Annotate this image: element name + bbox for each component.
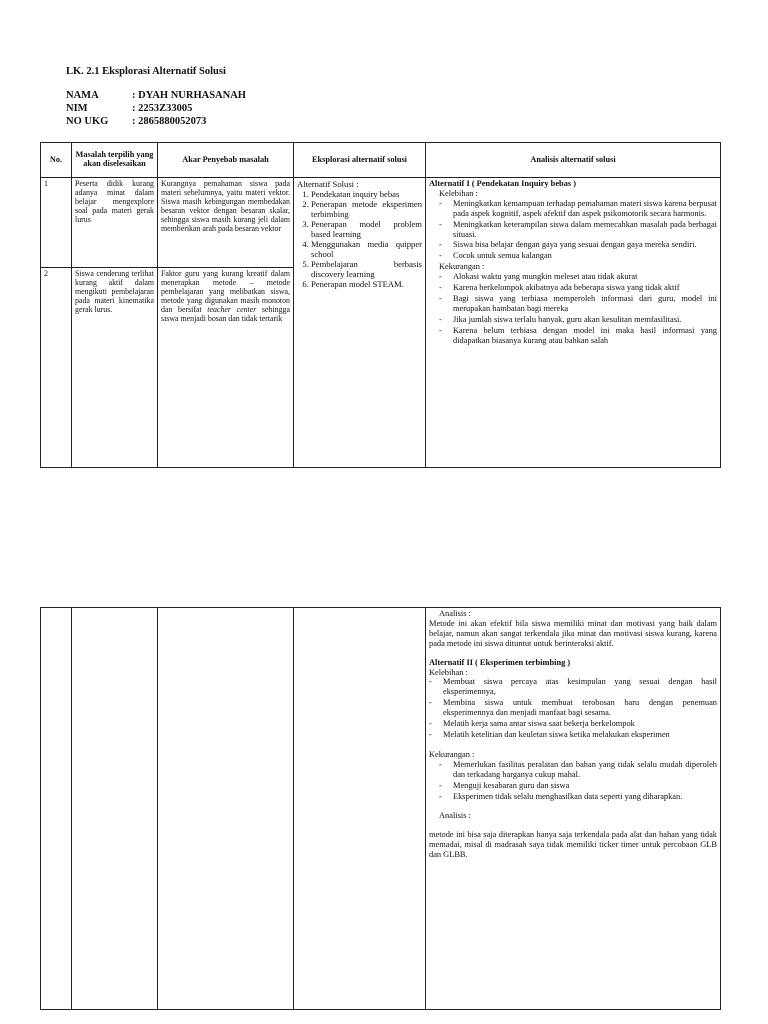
list-item: - Eksperimen tidak selalu menghasilkan data seperti yang diharapkan.: [439, 792, 717, 802]
eksplorasi-list: [297, 189, 422, 289]
kelebihan-label: Kelebihan :: [429, 667, 468, 677]
solution-table-continued: [40, 607, 721, 1010]
table-row: [41, 178, 721, 268]
analisis-cell: [426, 178, 721, 468]
meta-row-nim: [66, 103, 192, 114]
list-item: - Alokasi waktu yang mungkin meleset atau tidak akurat: [439, 272, 717, 282]
header-eksplorasi: Eksplorasi alternatif solusi: [294, 143, 426, 178]
header-akar: Akar Penyebab masalah: [158, 143, 294, 178]
eksplorasi-cell: [294, 178, 426, 468]
header-masalah: Masalah terpilih yang akan diselesaikan: [72, 143, 158, 178]
kekurangan-label: Kekurangan :: [439, 262, 485, 272]
list-item: - Karena belum terbiasa dengan model ini maka hasil informasi yang didapatkan biasanya kurang atau bahkan salah: [439, 326, 717, 346]
akar-cell: [158, 268, 294, 468]
empty-cell: [72, 608, 158, 1010]
list-item: - Melatih ketelitian dan keuletan siswa ketika melakukan eksperimen: [429, 730, 717, 740]
list-item: - Meningkatkan keterampilan siswa dalam memecahkan masalah pada berbagai situasi.: [439, 220, 717, 240]
empty-cell: [41, 608, 72, 1010]
kekurangan-list: [429, 272, 717, 345]
akar-cell: Kurangnya pemahaman siswa pada materi sebelumnya, yaitu materi vektor. Siswa masih kebingungan membedakan besaran vektor dengan besaran skalar, sehingga siswa masih kurang jeli dalam memberikan arah pada besaran vektor: [158, 178, 294, 268]
kekurangan-label: Kekurangan :: [429, 749, 475, 759]
meta-row-no-ukg: [66, 116, 206, 127]
list-item: 2. Penerapan metode eksperimen terbimbing: [311, 199, 422, 219]
meta-label: NAMA: [66, 90, 99, 101]
document-title: LK. 2.1 Eksplorasi Alternatif Solusi: [66, 66, 226, 77]
meta-label: NO UKG: [66, 116, 109, 127]
empty-cell: [158, 608, 294, 1010]
akar-text: sehingga siswa menjadi bosan dan tidak tertarik: [161, 305, 290, 324]
list-item: 4. Menggunakan media quipper school: [311, 239, 422, 259]
meta-value: : 2865880052073: [132, 116, 207, 127]
list-item: 3. Penerapan model problem based learning: [311, 219, 422, 239]
meta-value: : DYAH NURHASANAH: [132, 90, 246, 101]
list-item: - Meningkatkan kemampuan terhadap pemahaman materi siswa karena berpusat pada aspek kognitif, aspek afektif dan aspek psikomotorik secara harmonis.: [439, 199, 717, 219]
list-item: - Memerlukan fasilitas peralatan dan bahan yang tidak selalu mudah diperoleh dan terkadang harganya cukup mahal.: [439, 760, 717, 780]
eksplorasi-heading: Alternatif Solusi :: [297, 179, 359, 189]
list-item: - Karena berkelompok akibatnya ada beberapa siswa yang tidak aktif: [439, 283, 717, 293]
row-number: 2: [41, 268, 72, 468]
list-item: 5. Pembelajaran berbasis discovery learning: [311, 259, 422, 279]
kelebihan-list: [429, 677, 717, 739]
empty-cell: [294, 608, 426, 1010]
list-item: 1. Pendekatan inquiry bebas: [311, 189, 422, 199]
list-item: - Melatih kerja sama antar siswa saat bekerja berkelompok: [429, 719, 717, 729]
analisis-label: Analisis :: [439, 609, 471, 618]
analisis-text: metode ini bisa saja diterapkan hanya saja terkendala pada alat dan bahan yang tidak memadai, misal di madrasah saya tidak memiliki ticker timer untuk percobaan GLB dan GLBB.: [429, 830, 717, 860]
solution-table: [40, 142, 721, 468]
masalah-cell: Siswa cenderung terlihat kurang aktif dalam mengikuti pembelajaran pada materi kinematika gerak lurus.: [72, 268, 158, 468]
list-item: - Jika jumlah siswa terlalu banyak, guru akan kesulitan memfasilitasi.: [439, 315, 717, 325]
list-item: - Cocok untuk semua kalangan: [439, 251, 717, 261]
list-item: - Siswa bisa belajar dengan gaya yang sesuai dengan gaya mereka sendiri.: [439, 240, 717, 250]
list-item: - Membuat siswa percaya atas kesimpulan yang sesuai dengan hasil eksperimennya,: [429, 677, 717, 697]
akar-text: Faktor guru yang kurang kreatif dalam menerapkan metode – metode pembelajaran yang melibatkan siswa, metode yang digunakan masih monoton dan bersifat: [161, 269, 290, 315]
kelebihan-label: Kelebihan :: [439, 188, 478, 198]
analisis-cell: [426, 608, 721, 1010]
analisis-text: Metode ini akan efektif bila siswa memiliki minat dan motivasi yang baik dalam belajar, namun akan sangat terkendala jika minat dan motivasi siswa kurang, karena pada metode ini siswa dituntut untuk berinteraksi aktif.: [429, 618, 717, 648]
analisis-heading: Alternatif I ( Pendekatan Inquiry bebas ): [429, 179, 577, 188]
analisis-label: Analisis :: [439, 811, 471, 821]
row-number: 1: [41, 178, 72, 268]
akar-text-italic: teacher center: [207, 305, 257, 315]
meta-row-nama: [66, 90, 246, 101]
kekurangan-list: [429, 760, 717, 802]
meta-value: : 2253Z33005: [132, 103, 193, 114]
masalah-cell: Peserta didik kurang adanya minat dalam belajar mengexplore soal pada materi gerak lurus: [72, 178, 158, 268]
list-item: - Menguji kesabaran guru dan siswa: [439, 781, 717, 791]
list-item: - Membina siswa untuk membuat terobosan baru dengan penemuan eksperimennya dan menjadi manfaat bagi sesama.: [429, 698, 717, 718]
list-item: 6. Penerapan model STEAM.: [311, 279, 422, 289]
list-item: - Bagi siswa yang terbiasa memperoleh informasi dari guru, model ini merupakan hambatan bagi mereka: [439, 294, 717, 314]
meta-label: NIM: [66, 103, 88, 114]
header-no: No.: [41, 143, 72, 178]
kelebihan-list: [429, 199, 717, 261]
table-header-row: [41, 143, 721, 178]
analisis-heading: Alternatif II ( Eksperimen terbimbing ): [429, 657, 571, 667]
table-row: [41, 608, 721, 1010]
header-analisis: Analisis alternatif solusi: [426, 143, 721, 178]
